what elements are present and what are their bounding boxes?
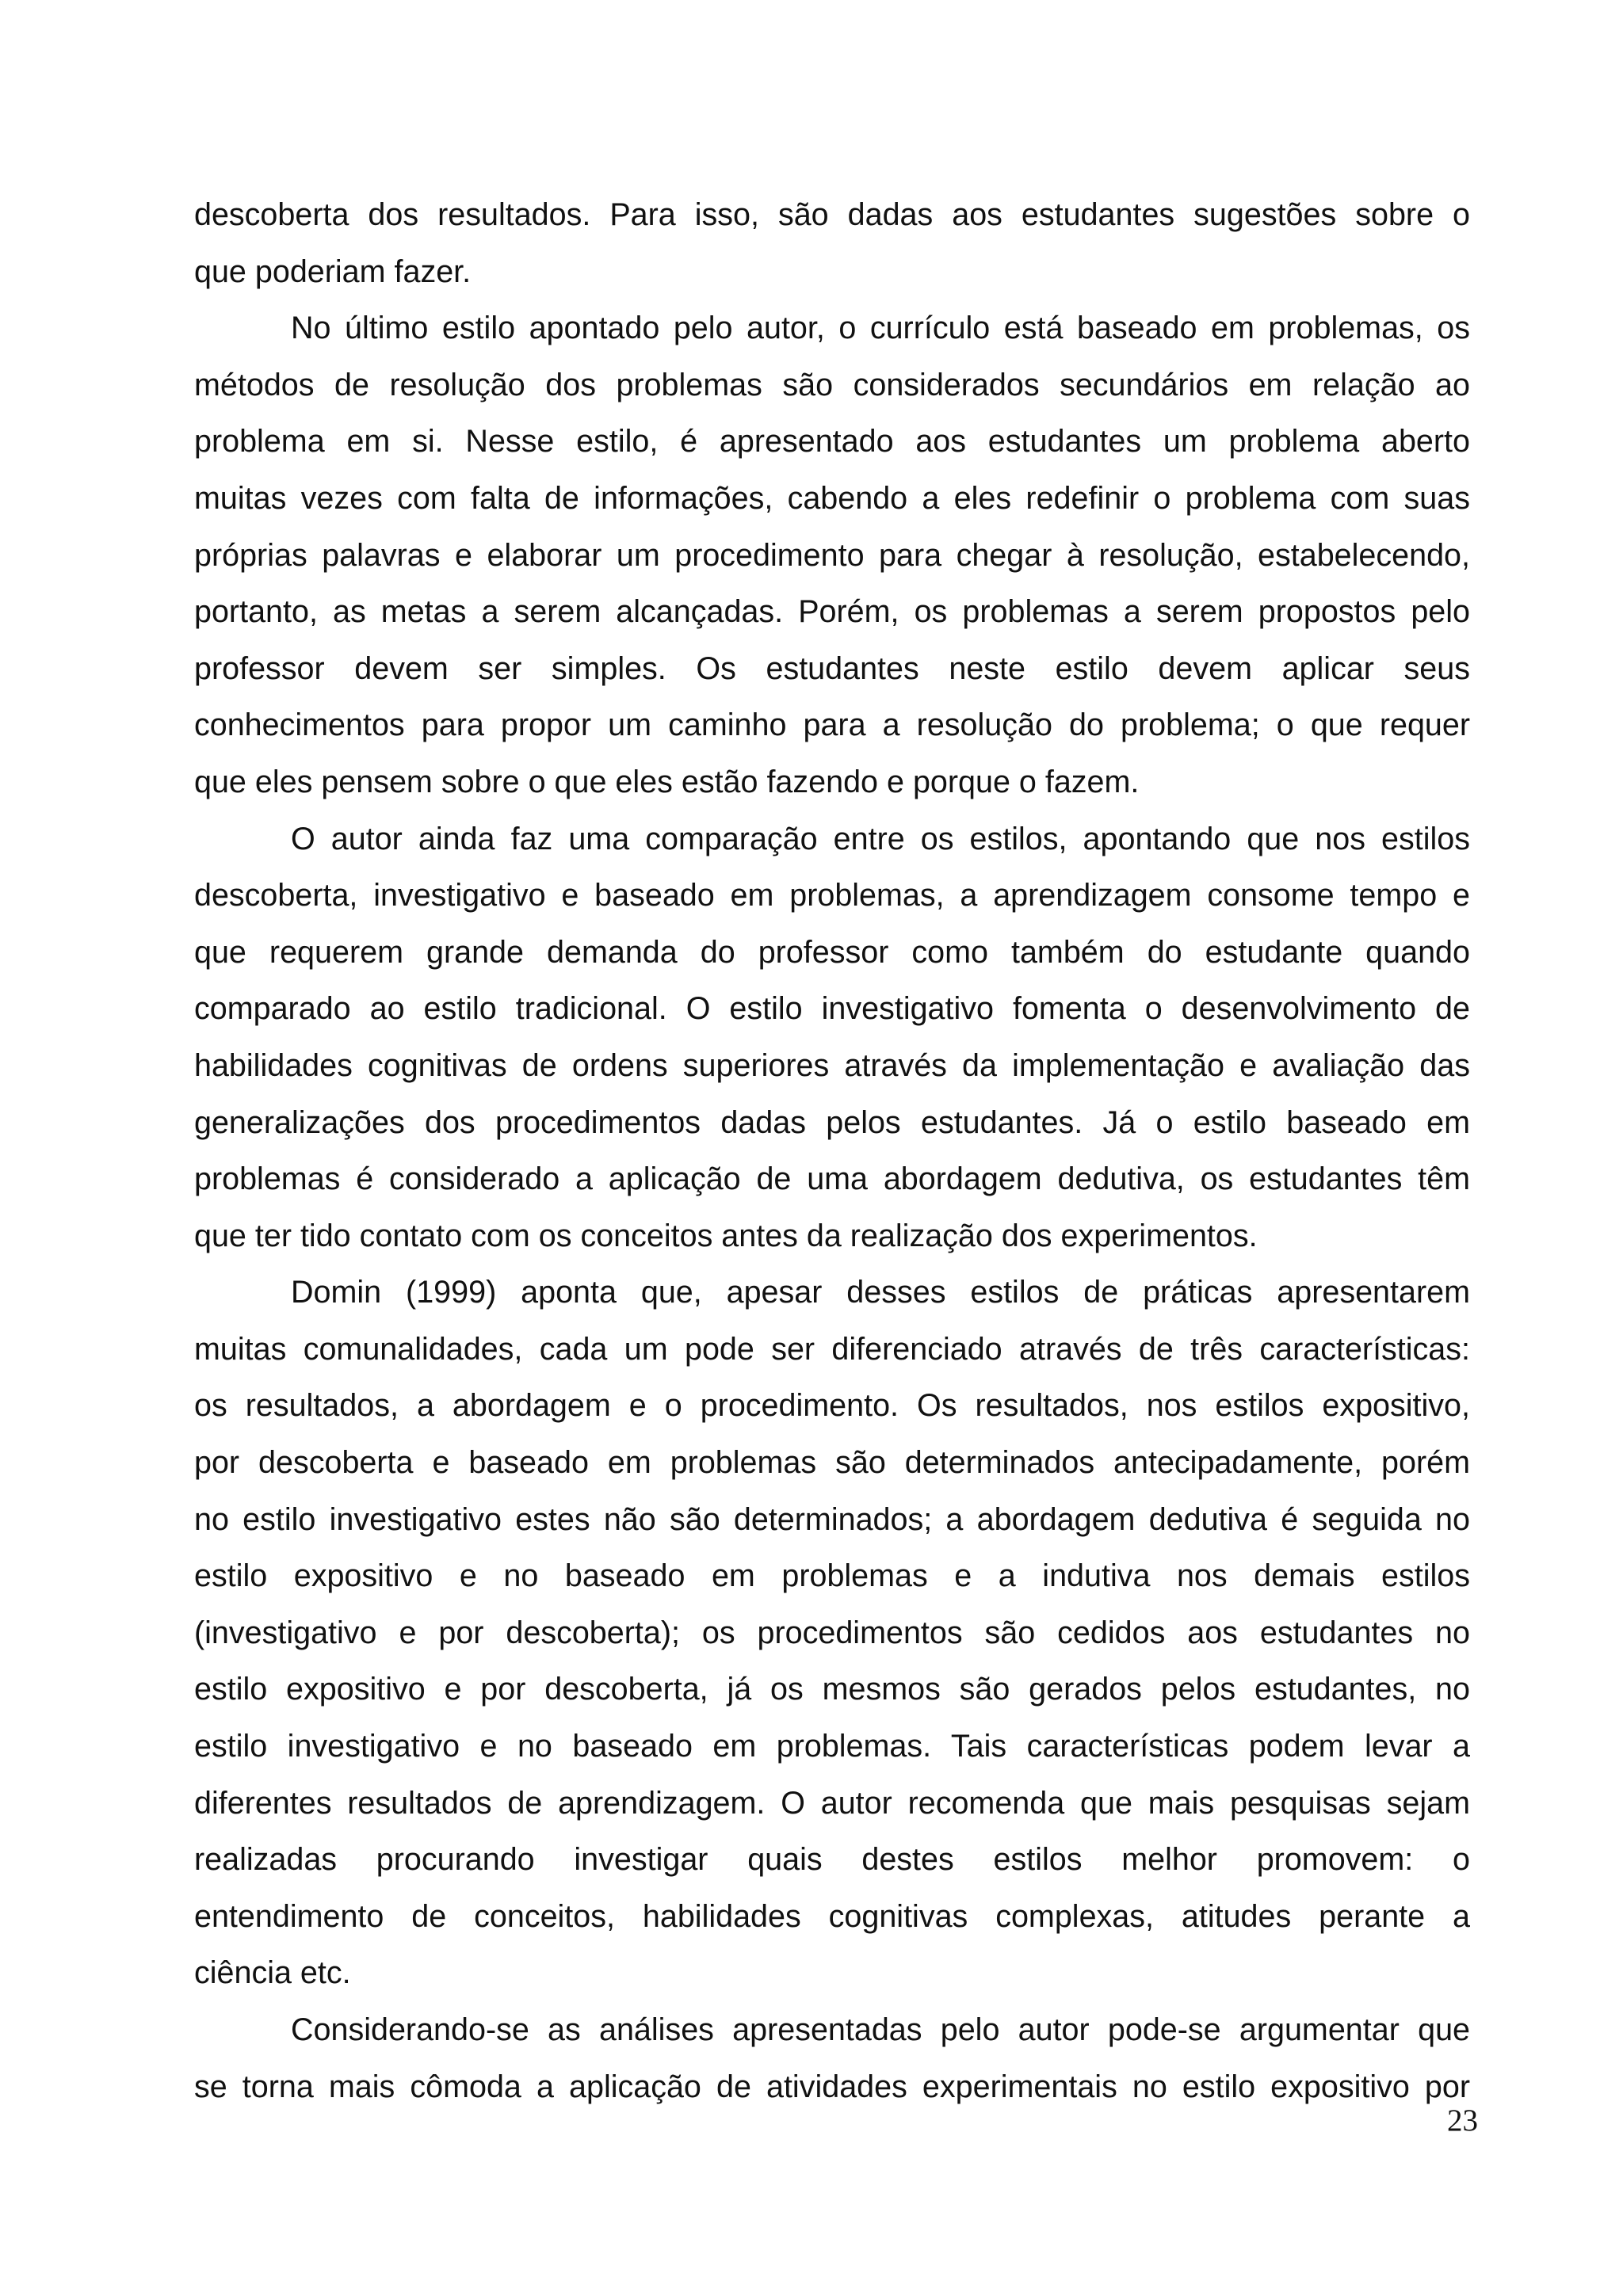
text-line: (investigativo e por descoberta); os procedimentos são cedidos aos estudantes no [194, 1615, 1470, 1650]
text-line: estilo investigativo e no baseado em problemas. Tais características podem levar a [194, 1729, 1470, 1764]
text-line: muitas comunalidades, cada um pode ser diferenciado através de três características: [194, 1331, 1470, 1367]
paragraph-first-line: No último estilo apontado pelo autor, o currículo está baseado em problemas, os [291, 311, 1470, 346]
text-line: diferentes resultados de aprendizagem. O autor recomenda que mais pesquisas sejam [194, 1785, 1470, 1821]
text-line: os resultados, a abordagem e o procedimento. Os resultados, nos estilos expositivo, [194, 1388, 1470, 1424]
text-line: realizadas procurando investigar quais destes estilos melhor promovem: o [194, 1842, 1470, 1878]
text-line: habilidades cognitivas de ordens superiores através da implementação e avaliação das [194, 1047, 1470, 1083]
text-line: que eles pensem sobre o que eles estão fazendo e porque o fazem. [194, 764, 1140, 799]
text-line: generalizações dos procedimentos dadas pelos estudantes. Já o estilo baseado em [194, 1104, 1470, 1140]
text-line: portanto, as metas a serem alcançadas. Porém, os problemas a serem propostos pelo [194, 594, 1470, 630]
text-line: professor devem ser simples. Os estudantes neste estilo devem aplicar seus [194, 650, 1470, 686]
body-text [194, 187, 1470, 2115]
text-line: descoberta, investigativo e baseado em problemas, a aprendizagem consome tempo e [194, 878, 1470, 913]
paragraph-first-line: Considerando-se as análises apresentadas pelo autor pode-se argumentar que [291, 2012, 1470, 2047]
text-line: por descoberta e baseado em problemas são determinados antecipadamente, porém [194, 1445, 1470, 1481]
text-line: no estilo investigativo estes não são determinados; a abordagem dedutiva é seguida no [194, 1501, 1470, 1537]
text-line: se torna mais cômoda a aplicação de atividades experimentais no estilo expositivo por [194, 2069, 1470, 2104]
text-line: comparado ao estilo tradicional. O estilo investigativo fomenta o desenvolvimento de [194, 991, 1470, 1027]
page-number: 23 [1447, 2103, 1478, 2138]
text-line: que ter tido contato com os conceitos antes da realização dos experimentos. [194, 1218, 1258, 1253]
text-line: que poderiam fazer. [194, 254, 472, 289]
text-line: descoberta dos resultados. Para isso, são dadas aos estudantes sugestões sobre o [194, 197, 1470, 232]
paragraph-first-line: Domin (1999) aponta que, apesar desses estilos de práticas apresentarem [291, 1275, 1470, 1310]
text-line: próprias palavras e elaborar um procedimento para chegar à resolução, estabelecendo, [194, 537, 1470, 573]
paragraph-first-line: O autor ainda faz uma comparação entre os estilos, apontando que nos estilos [291, 821, 1470, 856]
text-line: métodos de resolução dos problemas são considerados secundários em relação ao [194, 367, 1470, 402]
text-line: estilo expositivo e no baseado em problemas e a indutiva nos demais estilos [194, 1558, 1470, 1594]
text-line: entendimento de conceitos, habilidades cognitivas complexas, atitudes perante a [194, 1898, 1470, 1934]
text-line: que requerem grande demanda do professor como também do estudante quando [194, 934, 1470, 970]
text-line: problema em si. Nesse estilo, é apresentado aos estudantes um problema aberto [194, 424, 1470, 460]
text-line: muitas vezes com falta de informações, cabendo a eles redefinir o problema com suas [194, 480, 1470, 516]
text-line: ciência etc. [194, 1955, 351, 1991]
text-line: estilo expositivo e por descoberta, já os mesmos são gerados pelos estudantes, no [194, 1672, 1470, 1707]
text-line: conhecimentos para propor um caminho para a resolução do problema; o que requer [194, 707, 1470, 743]
text-line: problemas é considerado a aplicação de uma abordagem dedutiva, os estudantes têm [194, 1161, 1470, 1197]
